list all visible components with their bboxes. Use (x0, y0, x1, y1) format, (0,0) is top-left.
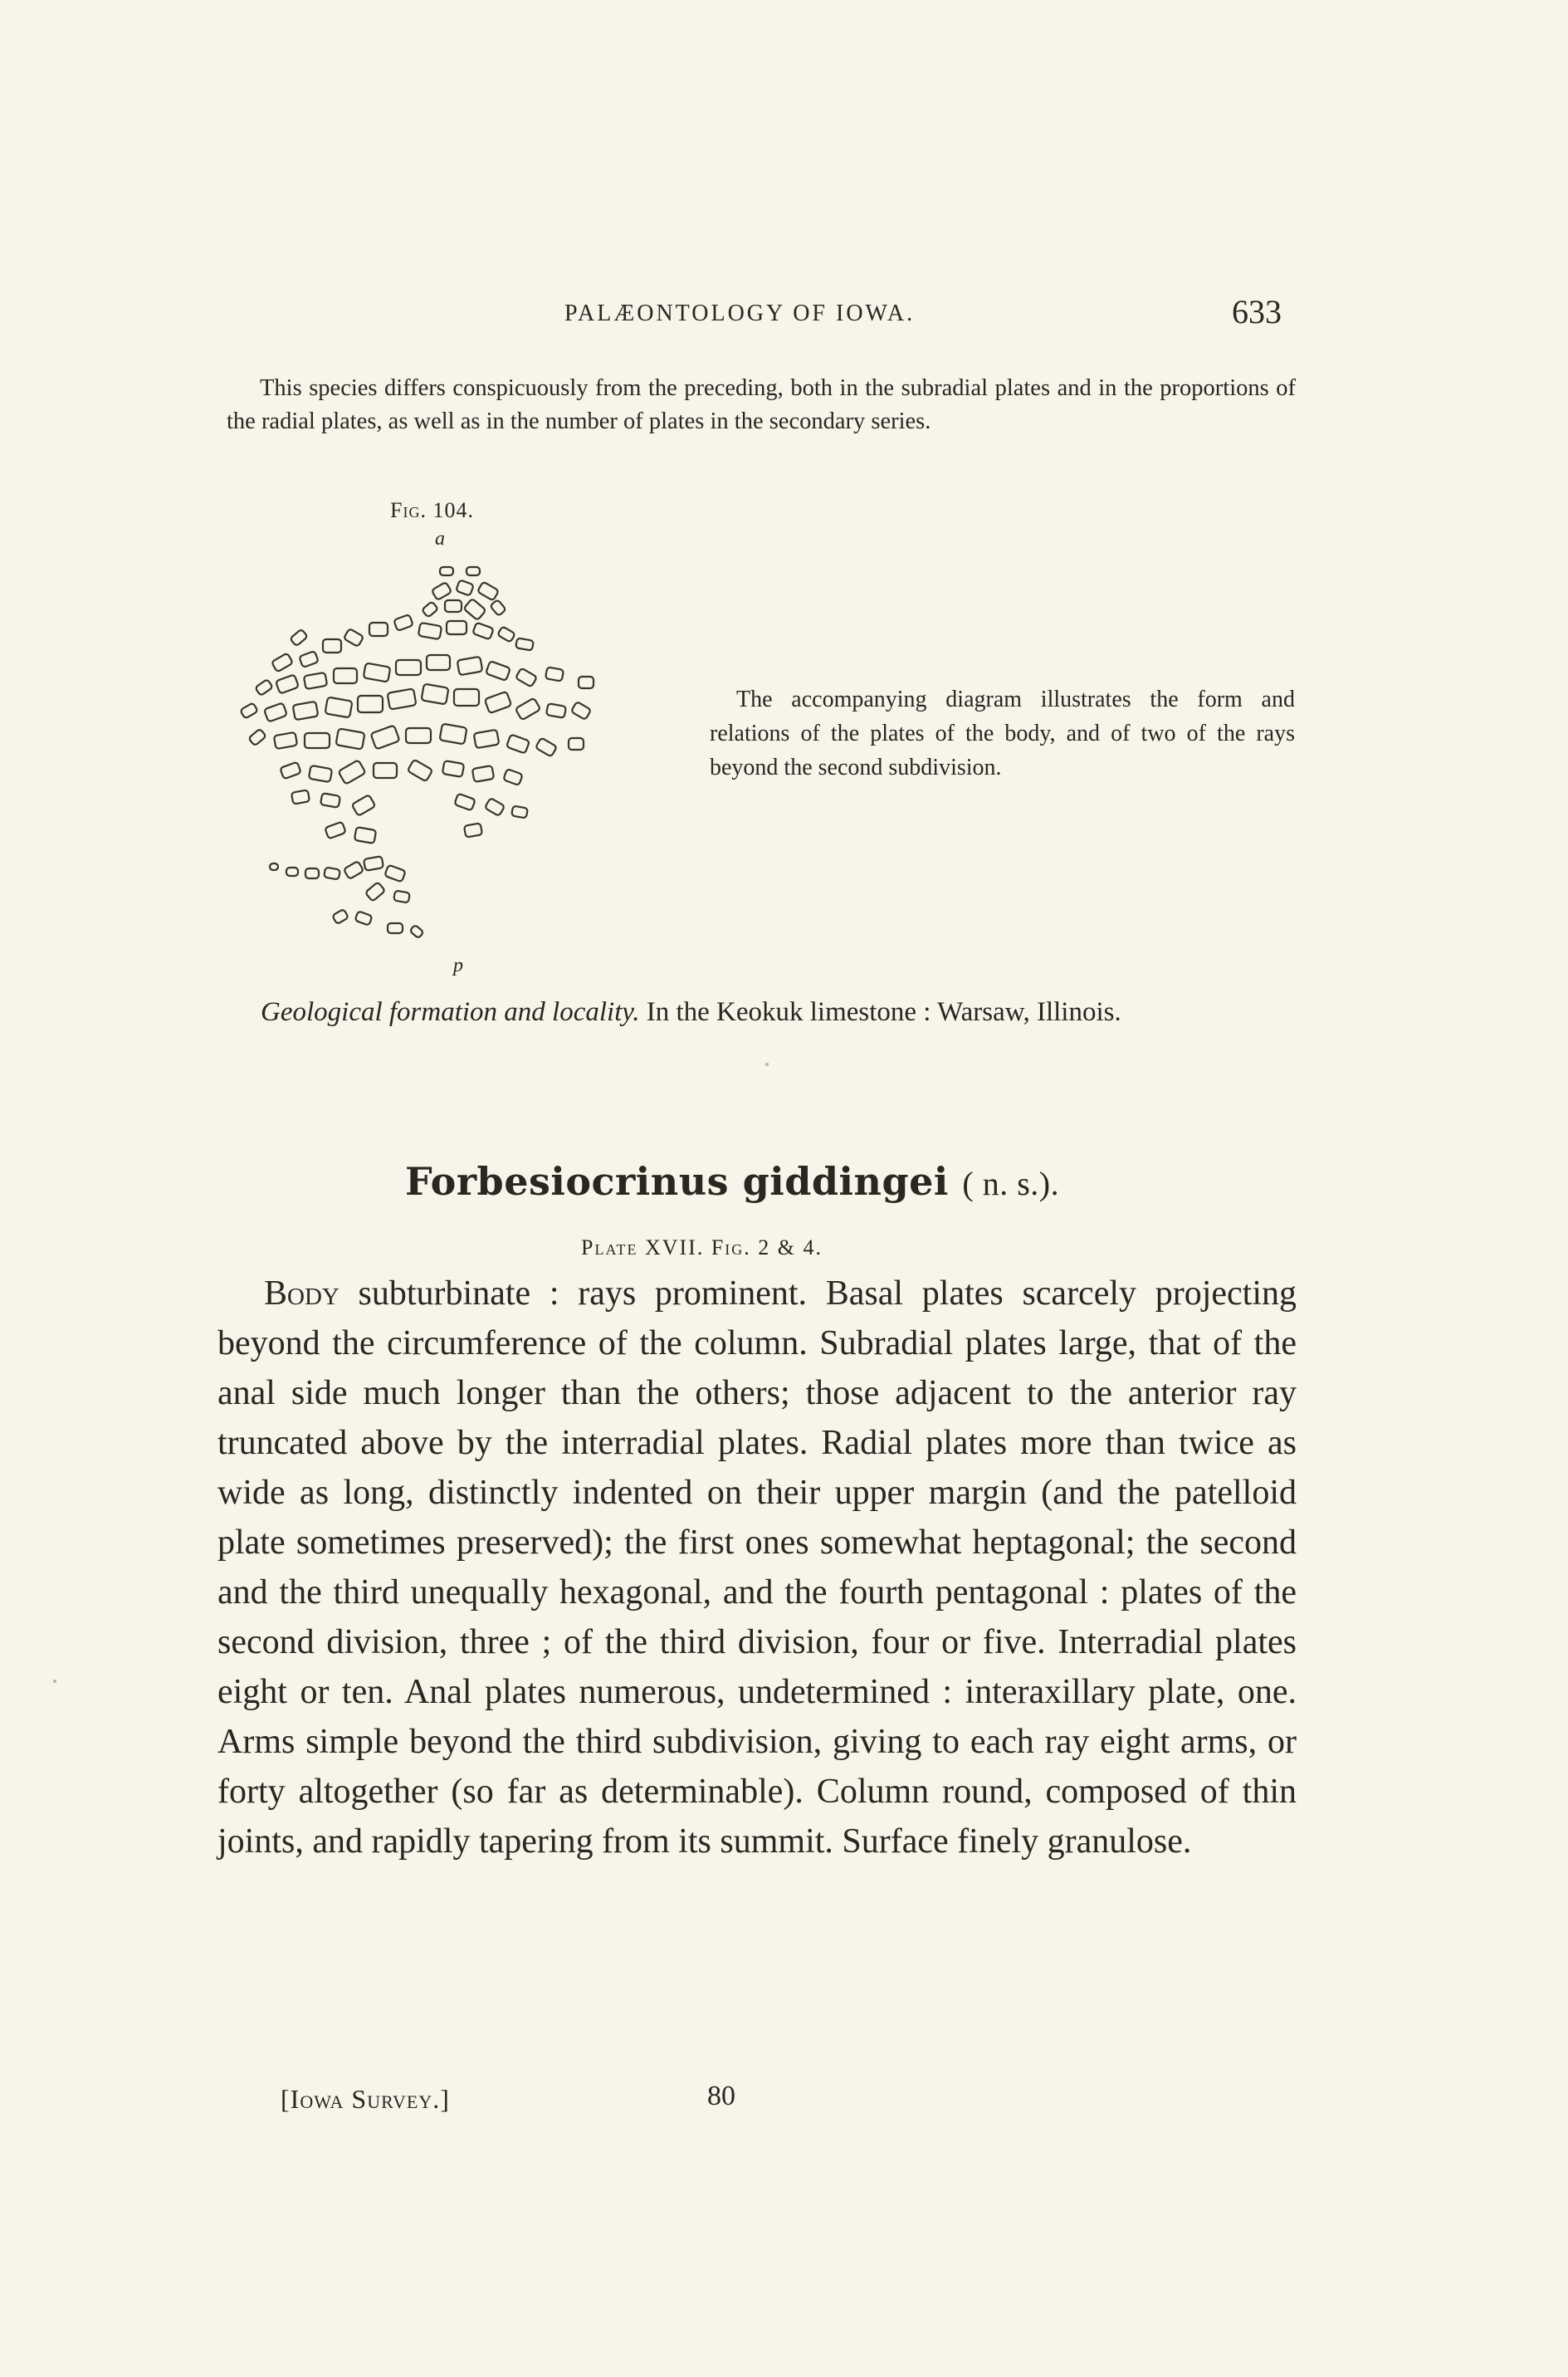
diagram-plate (364, 856, 383, 871)
diagram-plate (409, 925, 423, 939)
diagram-plate (309, 765, 332, 782)
diagram-plate (472, 623, 493, 640)
diagram-plate (457, 657, 483, 676)
species-heading (405, 1159, 1059, 1204)
diagram-plate (439, 724, 466, 745)
diagram-plate (464, 823, 482, 837)
diagram-plate (422, 601, 438, 617)
diagram-plate (305, 733, 330, 748)
diagram-plate (248, 729, 266, 746)
figure-caption (710, 682, 1295, 785)
diagram-plate (456, 580, 474, 595)
diagram-plate (396, 660, 421, 675)
geology-label: Geological formation and locality. (261, 997, 640, 1027)
diagram-plate (408, 760, 433, 782)
diagram-plate (255, 679, 273, 696)
diagram-plate (546, 703, 566, 718)
species-name: Forbesiocrinus giddingei (405, 1159, 949, 1204)
diagram-plate (276, 674, 299, 693)
diagram-plate (474, 730, 500, 749)
diagram-plate (325, 697, 352, 718)
diagram-plate (569, 738, 584, 750)
intro-text: This species differs conspicuously from the preceding, both in the subradial plates and in the proportions of the radial plates, as well as in the number of plates in the secondary series. (227, 375, 1296, 434)
diagram-plate (393, 891, 410, 903)
diagram-plate (515, 698, 541, 721)
figure-label: Fig. 104. (390, 498, 474, 522)
diagram-plate (418, 623, 442, 639)
signature-label: [Iowa Survey.] (281, 2084, 450, 2114)
diagram-plate (440, 567, 453, 575)
diagram-plate (388, 688, 417, 709)
diagram-plate (270, 863, 278, 870)
diagram-plate (472, 765, 494, 782)
diagram-plate (325, 822, 345, 839)
diagram-plate (427, 655, 450, 670)
diagram-plate (299, 651, 319, 668)
plate-diagram (224, 548, 706, 971)
page-number: 633 (1232, 293, 1282, 330)
diagram-plate (503, 769, 523, 785)
diagram-plate (338, 760, 365, 785)
diagram-plate (515, 638, 534, 650)
diagram-plate (545, 667, 564, 681)
diagram-plate (334, 668, 357, 683)
diagram-plate (324, 868, 340, 880)
diagram-plate (421, 684, 448, 705)
description-lead: Body (264, 1274, 339, 1313)
diagram-plate (344, 861, 364, 879)
diagram-plate (447, 621, 466, 634)
intro-paragraph (227, 372, 1296, 438)
diagram-plate (240, 702, 258, 718)
running-title: PALÆONTOLOGY OF IOWA. (564, 301, 916, 326)
diagram-plate (486, 661, 510, 681)
diagram-plate (432, 582, 452, 600)
diagram-plate (535, 737, 557, 756)
diagram-plate (274, 732, 297, 749)
diagram-plate (354, 827, 376, 844)
diagram-plate (370, 725, 399, 749)
plate-reference: Plate XVII. Fig. 2 & 4. (581, 1235, 823, 1259)
diagram-plate (293, 702, 319, 721)
diagram-plate (485, 798, 505, 816)
geology-text: In the Keokuk limestone : Warsaw, Illinois. (646, 997, 1121, 1027)
description-text: subturbinate : rays prominent. Basal plates scarcely projecting beyond the circumference of the column. Subradial plates large, that of the anal side much longer than the others; those adjacent to the anterior ray truncated above by the interradial plates. Radial plates more than twice as wide as long, distinctly indented on their upper margin (and the patelloid plate sometimes preserved); the first ones somewhat heptagonal; the second and the third unequally hexagonal, and the fourth pentagonal : plates of the second division, three ; of the third division, four or five. Interradial plates eight or ten. Anal plates numerous, undetermined : interaxillary plate, one. Arms simple beyond the third subdivision, giving to each ray eight arms, or forty altogether (so far as determinable). Column round, composed of thin joints, and rapidly tapering from its summit. Surface finely granulose. (217, 1274, 1297, 1861)
diagram-plate (485, 692, 511, 713)
diagram-plate (463, 599, 486, 620)
diagram-plate (477, 581, 499, 600)
diagram-plate (354, 911, 372, 925)
diagram-plate (571, 702, 591, 720)
diagram-plate (466, 567, 480, 575)
diagram-plate (393, 614, 413, 631)
diagram-plate (365, 882, 385, 902)
diagram-plate (336, 728, 365, 749)
diagram-plate (323, 639, 341, 653)
diagram-plate (358, 696, 383, 712)
diagram-plate (490, 599, 506, 616)
diagram-plate (454, 689, 479, 706)
diagram-plate (280, 762, 300, 780)
diagram-plate (264, 702, 287, 721)
figure-mark-a: a (435, 528, 445, 550)
paper-speck (53, 1680, 56, 1683)
figure-caption-text: The accompanying diagram illustrates the form and relations of the plates of the body, and of two of the rays beyond the second subdivision. (710, 687, 1295, 780)
diagram-plate (406, 728, 431, 743)
diagram-plate (497, 626, 515, 642)
paper-speck (765, 1063, 769, 1066)
diagram-plate (369, 623, 388, 636)
figure-mark-p: p (453, 955, 463, 976)
diagram-plate (332, 909, 349, 924)
diagram-plate (320, 793, 340, 808)
diagram-plate (364, 663, 391, 682)
diagram-plate (388, 923, 403, 933)
diagram-plate (454, 794, 475, 811)
species-qualifier: ( n. s.). (962, 1165, 1060, 1202)
diagram-plate (442, 761, 464, 777)
diagram-plate (579, 677, 593, 688)
diagram-plate (515, 668, 537, 687)
diagram-plate (305, 868, 319, 878)
diagram-plate (352, 795, 376, 816)
diagram-plate (271, 653, 293, 672)
signature-number: 80 (707, 2081, 735, 2111)
diagram-plate (511, 806, 528, 819)
diagram-plate (506, 734, 530, 753)
diagram-plate (445, 600, 462, 612)
diagram-plate (384, 865, 405, 883)
diagram-plate (374, 763, 397, 778)
diagram-plate (286, 868, 298, 876)
diagram-plate (291, 790, 310, 804)
diagram-plate (290, 629, 308, 647)
diagram-plate (344, 628, 364, 647)
diagram-plate (304, 673, 327, 689)
species-description (217, 1269, 1297, 1866)
geology-paragraph (219, 991, 1295, 1033)
